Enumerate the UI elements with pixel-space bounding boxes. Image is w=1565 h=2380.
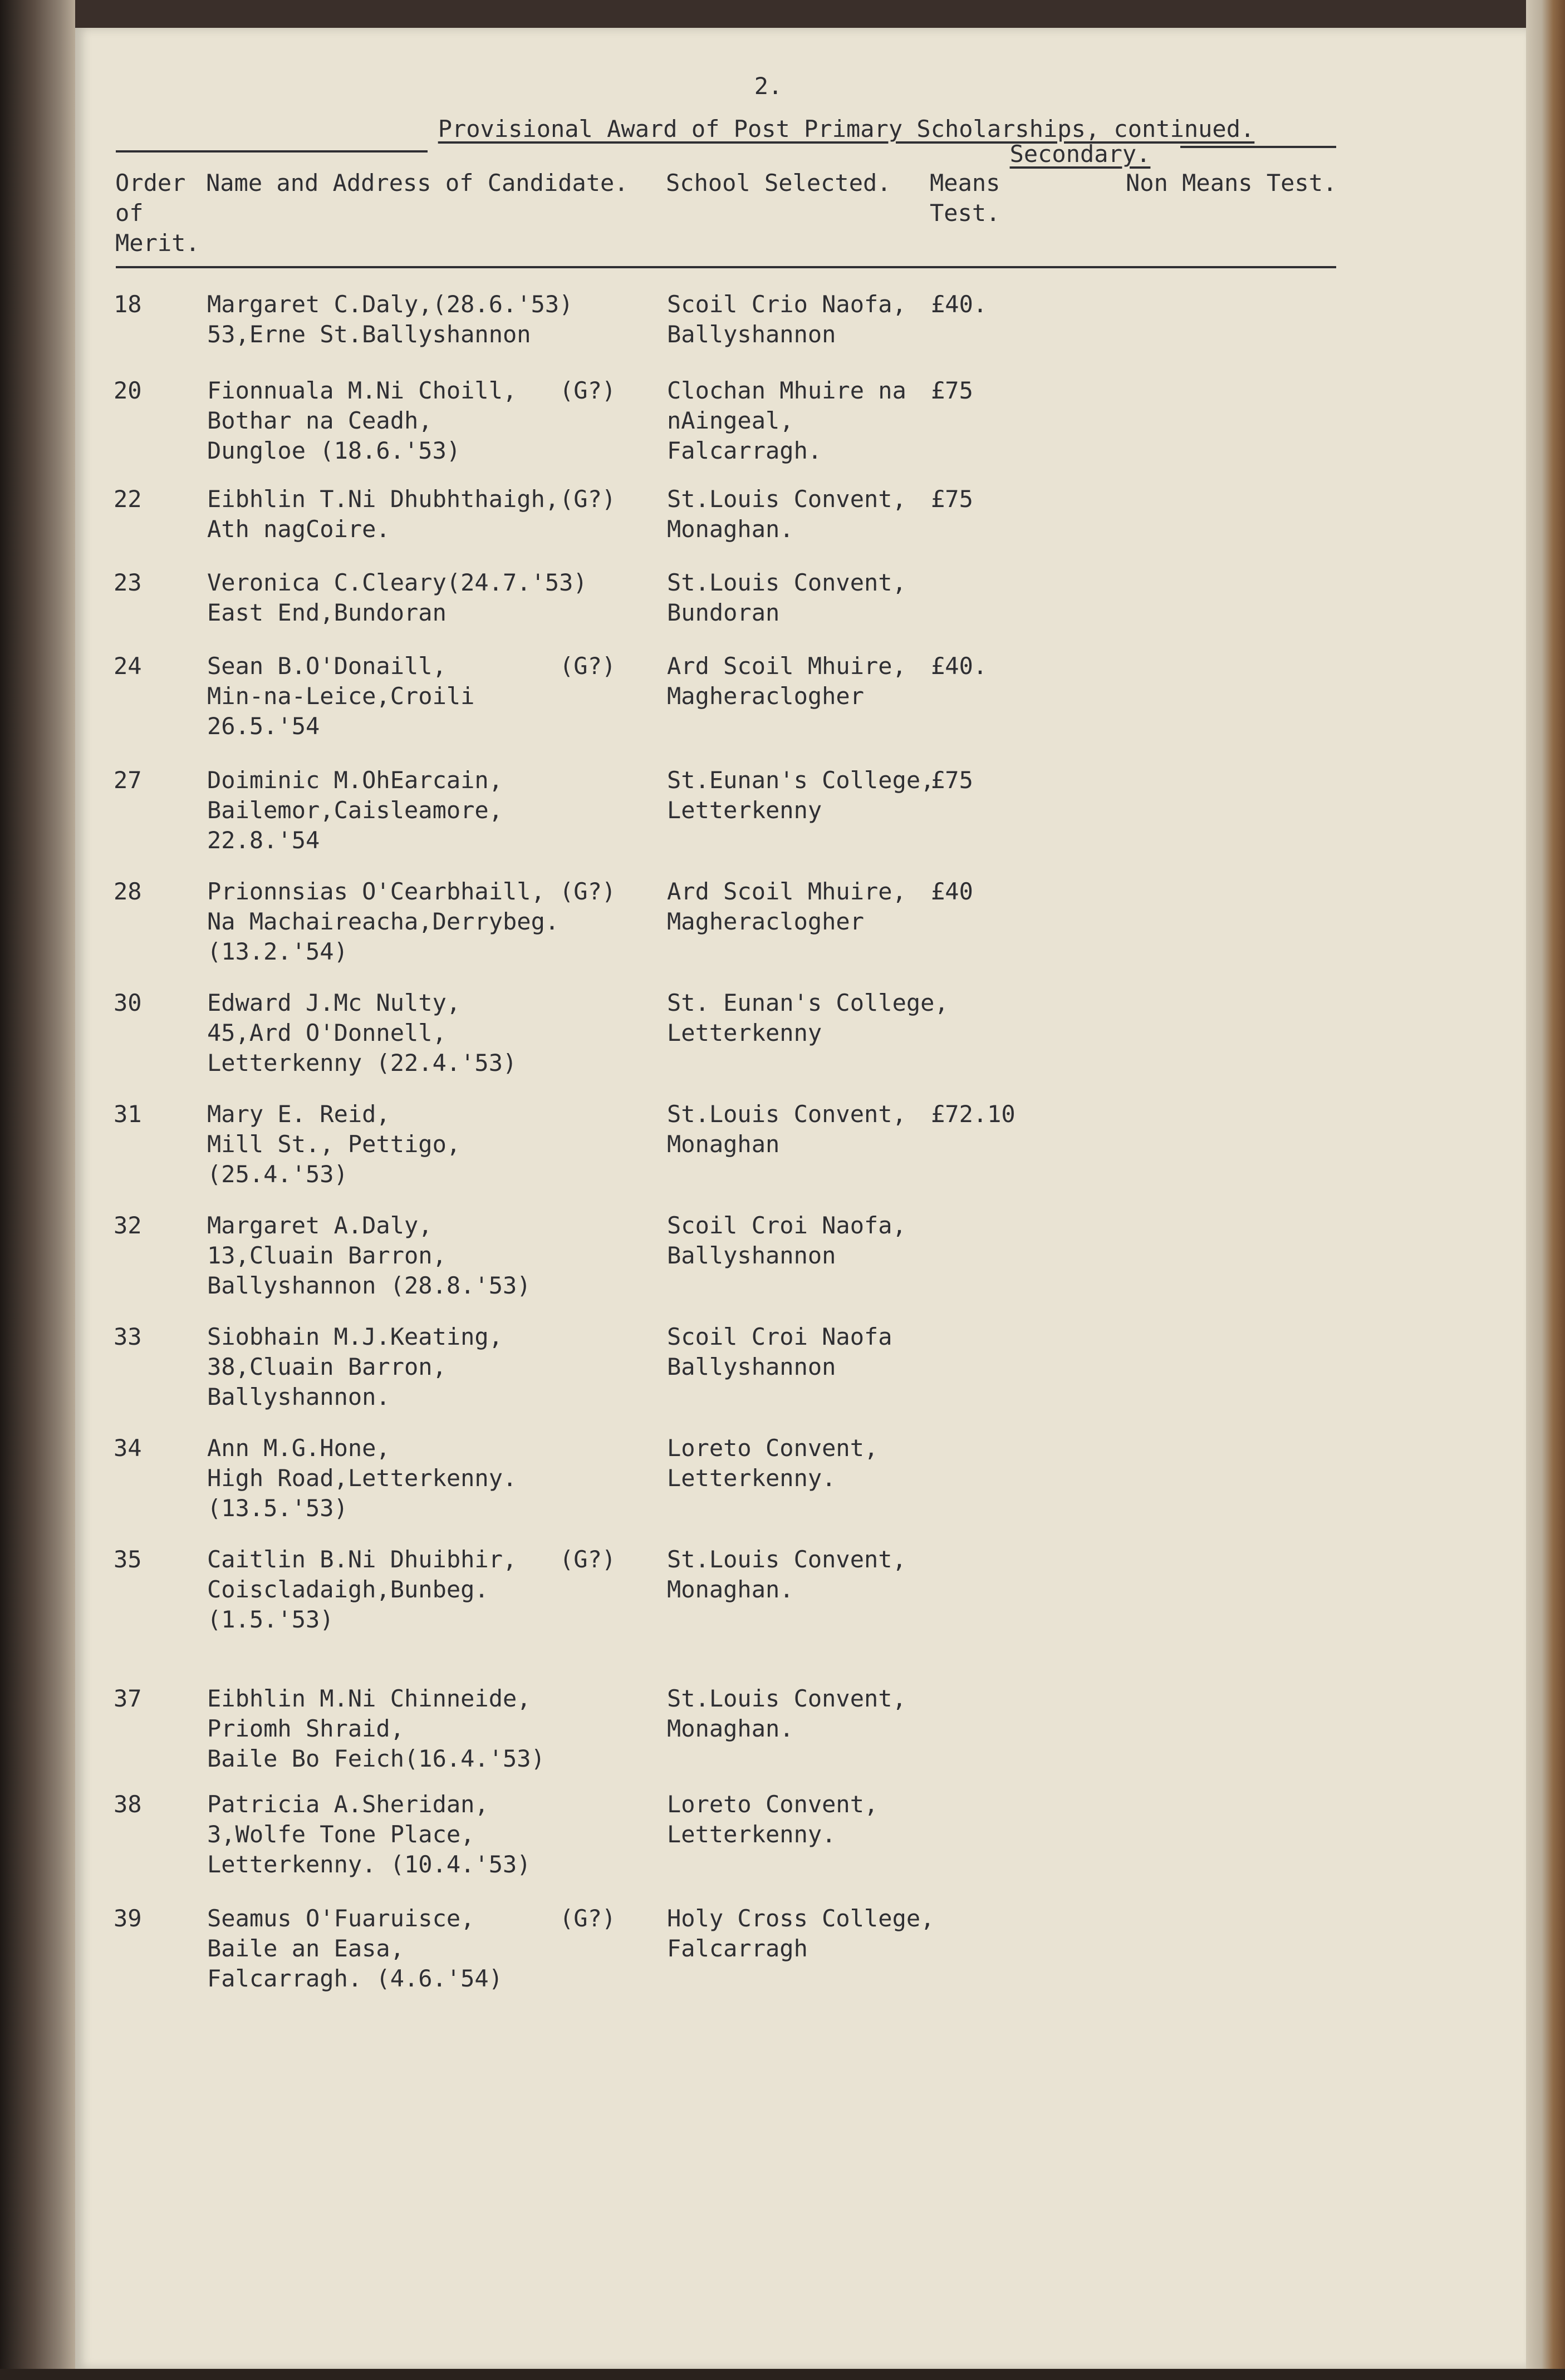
school-line: Letterkenny: [667, 796, 822, 824]
order-number: 39: [114, 1905, 142, 1932]
page-edge: [1526, 0, 1565, 2380]
school-line: St.Eunan's College,: [667, 766, 935, 794]
order-number: 28: [114, 878, 142, 905]
candidate-name-line: East End,Bundoran: [207, 599, 447, 626]
order-number: 20: [114, 377, 142, 404]
candidate-name-line: High Road,Letterkenny.: [207, 1464, 517, 1492]
school-line: Ballyshannon: [667, 1242, 836, 1269]
school-line: Clochan Mhuire na: [667, 377, 906, 404]
school-line: Falcarragh: [667, 1935, 808, 1962]
means-amount: £40.: [931, 652, 988, 680]
school-line: St.Louis Convent,: [667, 485, 906, 513]
gaeltacht-mark: (G?): [560, 1546, 616, 1573]
school-line: St.Louis Convent,: [667, 569, 906, 596]
candidate-name-line: 38,Cluain Barron,: [207, 1353, 447, 1380]
school-line: Monaghan.: [667, 1576, 794, 1603]
candidate-name-line: Letterkenny. (10.4.'53): [207, 1851, 531, 1878]
candidate-name-line: Ballyshannon.: [207, 1383, 390, 1410]
candidate-name-line: Coiscladaigh,Bunbeg.: [207, 1576, 489, 1603]
candidate-name-line: 22.8.'54: [207, 827, 320, 854]
candidate-name-line: Ballyshannon (28.8.'53): [207, 1272, 531, 1299]
means-amount: £40.: [931, 291, 988, 318]
candidate-name-line: Bothar na Ceadh,: [207, 407, 433, 434]
gaeltacht-mark: (G?): [560, 1905, 616, 1932]
candidate-name-line: Seamus O'Fuaruisce,: [207, 1905, 475, 1932]
school-line: Holy Cross College,: [667, 1905, 935, 1932]
school-line: Monaghan.: [667, 1715, 794, 1742]
candidate-name-line: Letterkenny (22.4.'53): [207, 1049, 517, 1076]
order-number: 35: [114, 1546, 142, 1573]
candidate-name-line: Margaret C.Daly,(28.6.'53): [207, 291, 573, 318]
school-line: Ard Scoil Mhuire,: [667, 878, 906, 905]
means-amount: £75: [931, 766, 973, 794]
means-amount: £75: [931, 377, 973, 404]
school-line: Scoil Croi Naofa: [667, 1323, 892, 1350]
means-header-2: Test.: [930, 199, 1000, 227]
order-number: 32: [114, 1212, 142, 1239]
order-number: 18: [114, 291, 142, 318]
candidate-name-line: Eibhlin M.Ni Chinneide,: [207, 1685, 531, 1712]
header-rule-left: [116, 150, 428, 153]
school-line: Falcarragh.: [667, 437, 822, 464]
school-line: Ballyshannon: [667, 321, 836, 348]
non-means-header: Non Means Test.: [1126, 169, 1337, 196]
school-line: St.Louis Convent,: [667, 1685, 906, 1712]
candidate-name-line: Mary E. Reid,: [207, 1100, 390, 1128]
means-header-1: Means: [930, 169, 1000, 196]
order-number: 30: [114, 989, 142, 1016]
school-line: Scoil Croi Naofa,: [667, 1212, 906, 1239]
candidate-name-line: Prionnsias O'Cearbhaill,: [207, 878, 545, 905]
candidate-name-line: (1.5.'53): [207, 1606, 334, 1633]
candidate-name-line: (25.4.'53): [207, 1161, 348, 1188]
school-line: Letterkenny: [667, 1019, 822, 1046]
school-line: Ard Scoil Mhuire,: [667, 652, 906, 680]
candidate-name-line: Mill St., Pettigo,: [207, 1130, 461, 1158]
order-number: 33: [114, 1323, 142, 1350]
school-line: St.Louis Convent,: [667, 1546, 906, 1573]
candidate-name-line: 53,Erne St.Ballyshannon: [207, 321, 531, 348]
school-line: St. Eunan's College,: [667, 989, 949, 1016]
order-header-3: Merit.: [115, 229, 200, 257]
document-title: Provisional Award of Post Primary Scholarships, continued.: [438, 115, 1255, 142]
candidate-name-line: Falcarragh. (4.6.'54): [207, 1965, 503, 1992]
candidate-name-line: Fionnuala M.Ni Choill,: [207, 377, 517, 404]
candidate-name-line: Dungloe (18.6.'53): [207, 437, 461, 464]
candidate-name-line: Doiminic M.OhEarcain,: [207, 766, 503, 794]
candidate-name-line: Ann M.G.Hone,: [207, 1434, 390, 1462]
header-bottom-rule: [116, 266, 1336, 268]
school-line: Monaghan.: [667, 515, 794, 543]
candidate-name-line: Ath nagCoire.: [207, 515, 390, 543]
candidate-name-line: Na Machaireacha,Derrybeg.: [207, 908, 560, 935]
candidate-name-line: Priomh Shraid,: [207, 1715, 405, 1742]
means-amount: £40: [931, 878, 973, 905]
scan-border: [0, 2369, 1565, 2380]
school-line: Ballyshannon: [667, 1353, 836, 1380]
candidate-name-line: Baile an Easa,: [207, 1935, 405, 1962]
candidate-name-line: Edward J.Mc Nulty,: [207, 989, 461, 1016]
school-line: Letterkenny.: [667, 1821, 836, 1848]
candidate-name-line: Baile Bo Feich(16.4.'53): [207, 1745, 545, 1772]
header-rule-right: [1180, 146, 1336, 148]
candidate-name-line: 3,Wolfe Tone Place,: [207, 1821, 475, 1848]
school-line: Scoil Crio Naofa,: [667, 291, 906, 318]
school-line: Loreto Convent,: [667, 1434, 879, 1462]
candidate-name-line: Sean B.O'Donaill,: [207, 652, 447, 680]
candidate-name-line: 45,Ard O'Donnell,: [207, 1019, 447, 1046]
candidate-name-line: Min-na-Leice,Croili: [207, 682, 475, 710]
name-header: Name and Address of Candidate.: [206, 169, 629, 196]
gaeltacht-mark: (G?): [560, 377, 616, 404]
book-binding: [0, 0, 75, 2380]
order-number: 37: [114, 1685, 142, 1712]
gaeltacht-mark: (G?): [560, 878, 616, 905]
secondary-header: Secondary.: [1009, 140, 1151, 168]
gaeltacht-mark: (G?): [560, 485, 616, 513]
school-line: St.Louis Convent,: [667, 1100, 906, 1128]
candidate-name-line: 13,Cluain Barron,: [207, 1242, 447, 1269]
candidate-name-line: (13.5.'53): [207, 1494, 348, 1522]
school-line: Monaghan: [667, 1130, 780, 1158]
school-line: Letterkenny.: [667, 1464, 836, 1492]
order-header-2: of: [115, 199, 144, 227]
candidate-name-line: 26.5.'54: [207, 712, 320, 740]
school-line: nAingeal,: [667, 407, 794, 434]
gaeltacht-mark: (G?): [560, 652, 616, 680]
means-amount: £72.10: [931, 1100, 1015, 1128]
candidate-name-line: Patricia A.Sheridan,: [207, 1791, 489, 1818]
school-line: Bundoran: [667, 599, 780, 626]
school-line: Loreto Convent,: [667, 1791, 879, 1818]
school-line: Magheraclogher: [667, 682, 865, 710]
order-number: 38: [114, 1791, 142, 1818]
order-number: 23: [114, 569, 142, 596]
order-number: 22: [114, 485, 142, 513]
candidate-name-line: Bailemor,Caisleamore,: [207, 796, 503, 824]
candidate-name-line: Margaret A.Daly,: [207, 1212, 433, 1239]
order-number: 27: [114, 766, 142, 794]
candidate-name-line: (13.2.'54): [207, 938, 348, 965]
order-header-1: Order: [115, 169, 186, 196]
school-line: Magheraclogher: [667, 908, 865, 935]
page-number: 2.: [754, 72, 783, 100]
candidate-name-line: Eibhlin T.Ni Dhubhthaigh,: [207, 485, 560, 513]
order-number: 34: [114, 1434, 142, 1462]
order-number: 31: [114, 1100, 142, 1128]
means-amount: £75: [931, 485, 973, 513]
candidate-name-line: Caitlin B.Ni Dhuibhir,: [207, 1546, 517, 1573]
school-header: School Selected.: [666, 169, 891, 196]
candidate-name-line: Veronica C.Cleary(24.7.'53): [207, 569, 587, 596]
order-number: 24: [114, 652, 142, 680]
candidate-name-line: Siobhain M.J.Keating,: [207, 1323, 503, 1350]
